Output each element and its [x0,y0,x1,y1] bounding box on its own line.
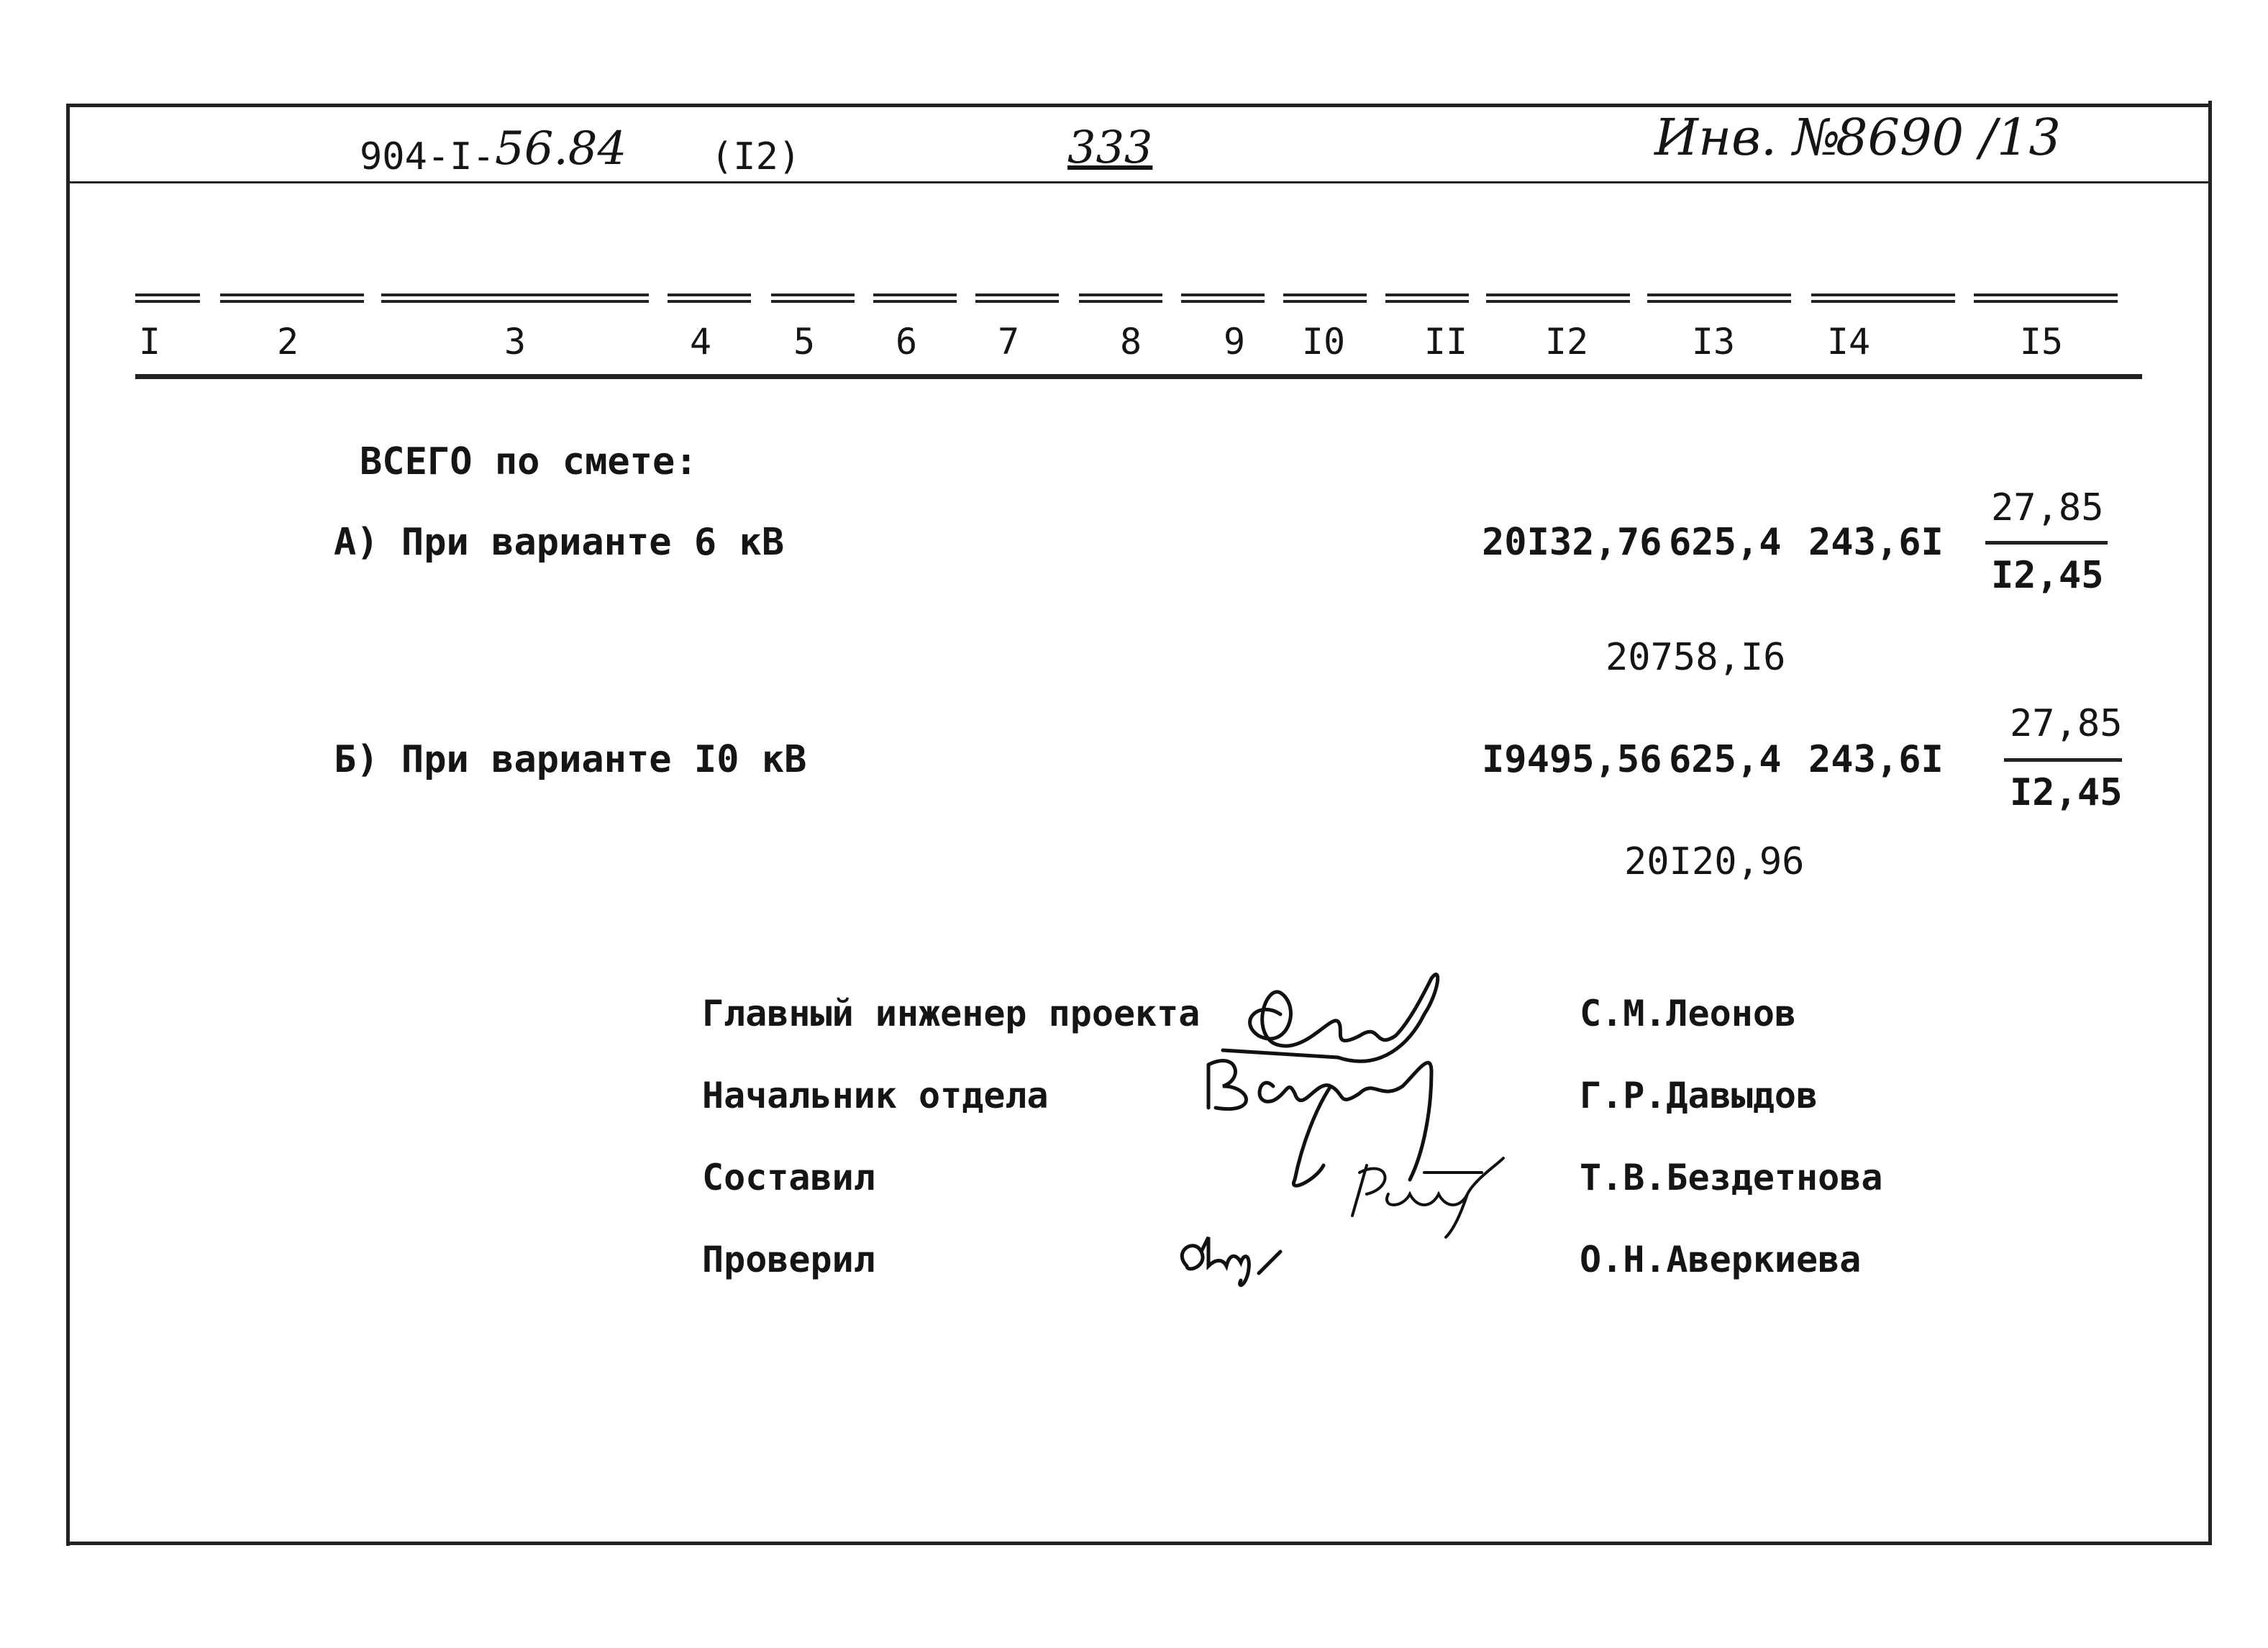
column-dash [873,293,957,303]
column-number: I3 [1691,321,1736,363]
column-dash [1385,293,1469,303]
column-number: 5 [793,321,816,363]
variant-a-total: 20758,I6 [1606,636,1786,679]
column-number: 7 [997,321,1020,363]
variant-a-label: А) При варианте 6 кВ [334,521,785,564]
doc-code-printed: 904-I- [360,135,495,178]
variant-b-col14: 243,6I [1808,738,1944,781]
variant-b-col12: I9495,56 [1482,738,1662,781]
signature-role: Проверил [702,1239,875,1280]
header-rule [69,181,2210,183]
frame-top-border [69,104,2211,107]
frame-left-border [66,104,70,1546]
signature-name: Г.Р.Давыдов [1580,1075,1818,1116]
column-number: 2 [276,321,299,363]
column-dash [381,293,649,303]
column-number: I4 [1826,321,1871,363]
column-number: II [1424,321,1468,363]
column-dash [1181,293,1265,303]
summary-title: ВСЕГО по смете: [360,440,698,483]
variant-b-total: 20I20,96 [1624,840,1805,883]
signature-name: Т.В.Бездетнова [1580,1157,1883,1198]
variant-a-col12: 20I32,76 [1482,521,1662,564]
column-number: 4 [689,321,712,363]
column-dash [668,293,751,303]
variant-b-label: Б) При варианте I0 кВ [334,738,807,781]
column-number: 3 [504,321,527,363]
column-dash [1811,293,1955,303]
column-number: I [138,321,161,363]
column-number: I0 [1301,321,1346,363]
frame-bottom-border [66,1542,2212,1545]
variant-a-col15-bottom: I2,45 [1991,554,2104,597]
inventory-number: 8690 /13 [1836,108,2062,167]
column-dash [1647,293,1791,303]
variant-b-col15-top: 27,85 [2010,702,2123,745]
column-dash [1486,293,1630,303]
signature-role: Составил [702,1157,875,1198]
inventory-label: Инв. № [1654,108,1841,167]
column-dash [771,293,855,303]
column-number: 9 [1223,321,1246,363]
column-number: I2 [1544,321,1589,363]
column-number: 6 [895,321,918,363]
signature-role: Главный инженер проекта [702,993,1201,1034]
variant-a-col14: 243,6I [1808,521,1944,564]
signature-role: Начальник отдела [702,1075,1049,1116]
signature-name: С.М.Леонов [1580,993,1797,1034]
column-dash [975,293,1059,303]
variant-a-col13: 625,4 [1669,521,1782,564]
variant-b-col15-bottom: I2,45 [2010,771,2123,814]
column-number: I5 [2019,321,2064,363]
column-header-rule [135,374,2142,379]
column-dash [1283,293,1367,303]
signature-scribble-compiler [1338,1144,1518,1244]
signature-scribble-checker [1165,1223,1309,1295]
column-dash [1974,293,2118,303]
column-dash [135,293,200,303]
column-dash [1079,293,1162,303]
variant-a-col15-top: 27,85 [1991,486,2104,529]
variant-a-fraction-line [1985,541,2108,545]
doc-code-handwritten: 56.84 [495,122,627,176]
variant-b-col13: 625,4 [1669,738,1782,781]
page-number: 333 [1067,121,1153,173]
variant-b-fraction-line [2004,758,2122,762]
column-number: 8 [1119,321,1142,363]
frame-right-border [2208,101,2212,1543]
column-dash [220,293,364,303]
signature-name: О.Н.Аверкиева [1580,1239,1862,1280]
sheet-reference: (I2) [711,135,801,178]
